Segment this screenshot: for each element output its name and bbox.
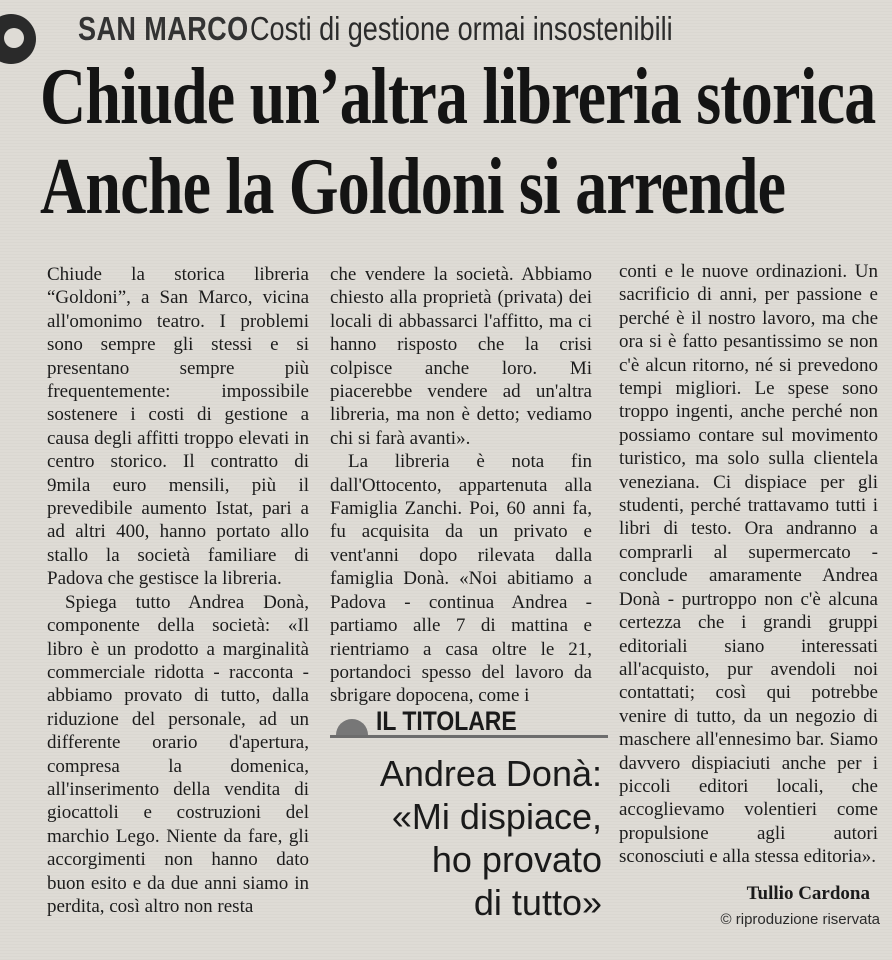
kicker <box>78 10 766 48</box>
kicker-text: Costi di gestione ormai insostenibili <box>250 10 674 47</box>
quote-line: ho provato <box>431 839 602 880</box>
paragraph: Chiude la storica libreria “Goldoni”, a San Marco, vicina all'omonimo teatro. I problemi sono sempre gli stessi e si presentano sempre più frequentemente: impossibile sostenere i costi di gestione a causa degli affitti troppo elevati in centro storico. Il contratto di 9mila euro mensili, più il prevedibile aumento Istat, pari a ad altri 400, hanno portato allo stallo la società familiare di Padova che gestisce la libreria. <box>47 264 309 590</box>
paragraph: conti e le nuove ordinazioni. Un sacrificio di anni, per passione e perché è il nostro lavoro, ma che ora si è fatto pesantissimo se non c'è alcun ritorno, né si prevedono tempi migliori. Le spese sono troppo ingenti, anche perché non possiamo contare sul movimento turistico, ma solo sulla clientela veneziana. Ci dispiace per gli studenti, perché trattavamo tutti i libri di testo. Ora andranno a comprarli al supermercato - conclude amaramente Andrea Donà - purtroppo non c'è alcuna certezza che i grandi gruppi editoriali siano interessati all'acquisto, pur avendoli noi contattati; così qui potrebbe venire di tutto, da un negozio di maschere all'ennesimo bar. Siamo davvero dispiaciuti anche per i piccoli editori locali, che accoglievamo volentieri come propulsione agli autori sconosciuti e alla stessa editoria». <box>619 261 878 868</box>
copyright-notice: © riproduzione riservata <box>720 911 880 928</box>
quote-line: Andrea Donà: <box>379 753 602 794</box>
author-byline: Tullio Cardona <box>746 883 870 904</box>
headline-line-2: Anche la Goldoni si arrende <box>40 143 786 231</box>
box-label: IL TITOLARE <box>376 706 517 736</box>
quote-line: «Mi dispiace, <box>391 796 602 837</box>
article-column-1 <box>47 263 309 918</box>
paragraph: Spiega tutto Andrea Donà, componente della società: «Il libro è un prodotto a marginalità commerciale ridotta - racconta - abbiamo provato di tutto, dalla riduzione del personale, ad un differente orario d'apertura, compresa la domenica, all'inserimento della vendita di giocattoli e costruzioni del marchio Lego. Niente da fare, gli accorgimenti non hanno dato buon esito e da due anni siamo in perdita, così altro non resta <box>47 591 309 917</box>
section-label: SAN MARCO <box>78 10 249 47</box>
half-circle-icon <box>336 719 368 735</box>
article-column-2 <box>330 263 592 708</box>
headline-line-1: Chiude un’altra libreria storica <box>40 53 876 141</box>
quote-line: di tutto» <box>473 882 602 923</box>
pull-quote <box>330 752 602 924</box>
paragraph: che vendere la società. Abbiamo chiesto alla proprietà (privata) dei locali di abbassarci l'affitto, ma ci hanno risposto che la crisi colpisce anche loro. Mi piacerebbe vendere ad un'altra libreria, ma non è detto; vediamo chi si farà avanti». <box>330 264 592 449</box>
newspaper-logo-icon <box>0 14 36 64</box>
paragraph: La libreria è nota fin dall'Ottocento, appartenuta alla Famiglia Zanchi. Poi, 60 anni fa, fu acquisita da un privato e vent'anni dopo rilevata dalla famiglia Donà. «Noi abitiamo a Padova - continua Andrea - partiamo alle 7 di mattina e rientriamo a casa oltre le 21, portandoci spesso del lavoro da sbrigare dopocena, come i <box>330 451 592 707</box>
article-column-3 <box>619 260 878 869</box>
